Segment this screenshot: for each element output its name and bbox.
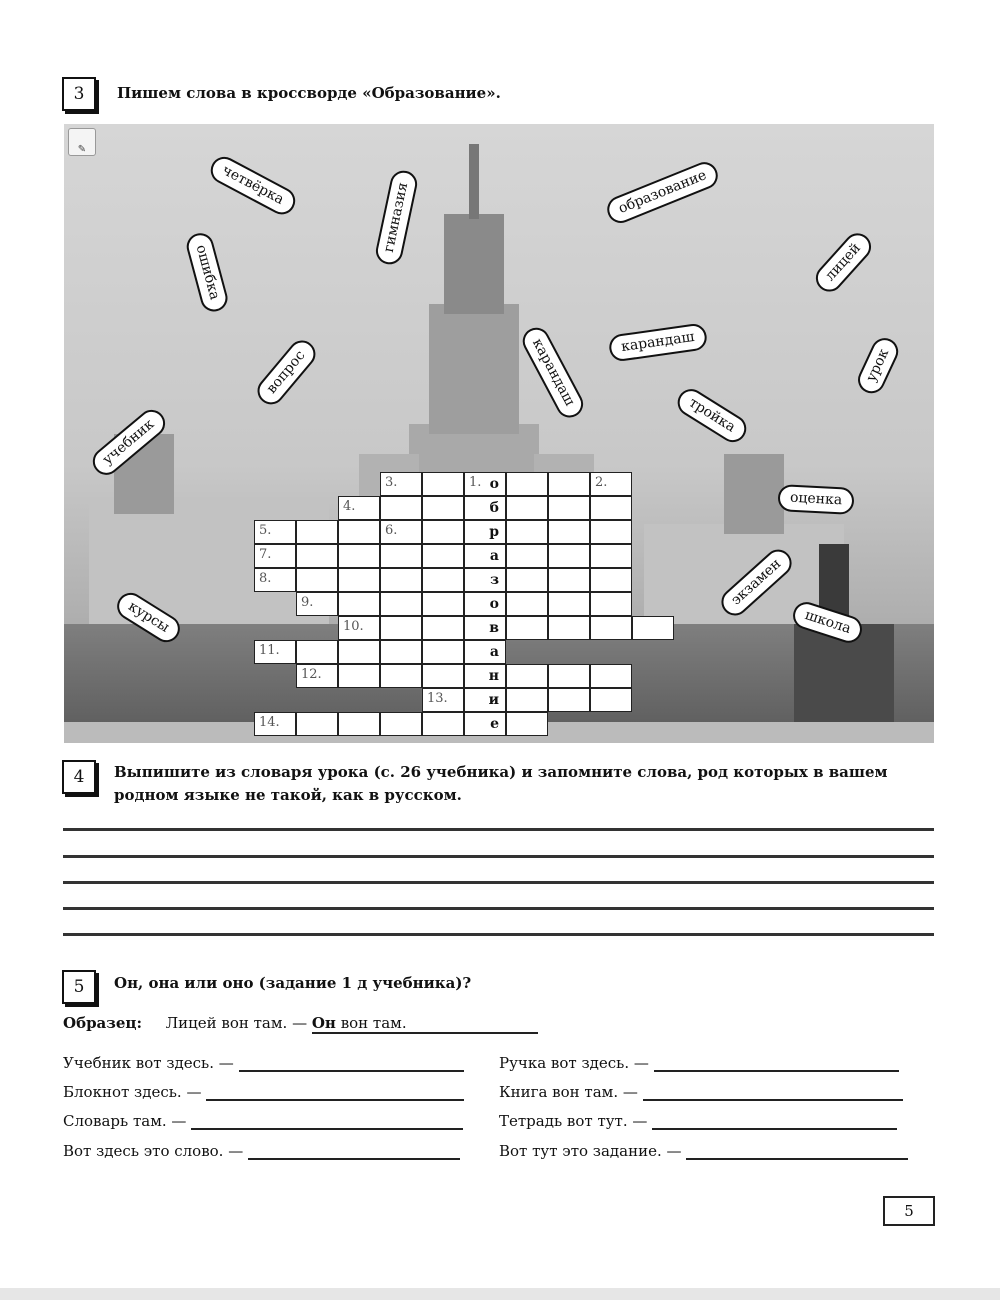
crossword-cell[interactable] xyxy=(296,544,338,568)
crossword-cell[interactable] xyxy=(506,616,548,640)
crossword-cell[interactable] xyxy=(254,520,296,544)
key-letter: р xyxy=(489,524,499,540)
university-photo xyxy=(64,124,934,743)
exercise-text: Вот здесь это слово. — xyxy=(63,1142,244,1160)
page-number: 5 xyxy=(883,1196,935,1226)
clue-number: 6. xyxy=(385,523,398,538)
key-letter: а xyxy=(489,548,499,564)
exercise-item xyxy=(63,1083,464,1101)
sample-row xyxy=(63,1014,538,1034)
clue-number: 7. xyxy=(259,547,272,562)
crossword-cell[interactable] xyxy=(506,544,548,568)
crossword-cell[interactable] xyxy=(338,592,380,616)
word-label: оценка xyxy=(777,484,854,515)
crossword-cell[interactable] xyxy=(338,664,380,688)
crossword-cell[interactable] xyxy=(338,568,380,592)
exercise-item xyxy=(499,1112,897,1130)
clue-number: 12. xyxy=(301,667,322,682)
writing-line[interactable] xyxy=(63,881,934,884)
exercise-item xyxy=(63,1112,463,1130)
exercise-text: Вот тут это задание. — xyxy=(499,1142,682,1160)
key-letter: и xyxy=(488,692,499,708)
key-letter: о xyxy=(489,476,499,492)
writing-line[interactable] xyxy=(63,855,934,858)
crossword-cell[interactable] xyxy=(464,496,506,520)
writing-line[interactable] xyxy=(63,907,934,910)
crossword-cell[interactable] xyxy=(296,520,338,544)
clue-number: 10. xyxy=(343,619,364,634)
crossword-cell[interactable] xyxy=(254,544,296,568)
key-letter: з xyxy=(490,572,499,588)
crossword-cell[interactable] xyxy=(422,520,464,544)
crossword-cell[interactable] xyxy=(338,520,380,544)
exercise-text: Книга вон там. — xyxy=(499,1083,638,1101)
word-label: экзамен xyxy=(716,544,797,621)
crossword-cell[interactable] xyxy=(548,616,590,640)
crossword-cell[interactable] xyxy=(338,496,380,520)
answer-blank[interactable] xyxy=(643,1083,903,1101)
exercise-item xyxy=(499,1054,899,1072)
clue-number: 9. xyxy=(301,595,314,610)
crossword-cell[interactable] xyxy=(506,520,548,544)
crossword-cell[interactable] xyxy=(548,664,590,688)
crossword-cell[interactable] xyxy=(506,472,548,496)
crossword-cell[interactable] xyxy=(506,712,548,736)
clue-number: 5. xyxy=(259,523,272,538)
word-label: лицей xyxy=(810,228,876,297)
crossword-cell[interactable] xyxy=(590,688,632,712)
task-3-number: 3 xyxy=(62,77,96,111)
crossword-cell[interactable] xyxy=(464,712,506,736)
crossword-cell[interactable] xyxy=(464,688,506,712)
crossword-cell[interactable] xyxy=(506,592,548,616)
crossword-cell[interactable] xyxy=(422,544,464,568)
crossword-cell[interactable] xyxy=(380,712,422,736)
answer-blank[interactable] xyxy=(239,1054,464,1072)
crossword-cell[interactable] xyxy=(548,520,590,544)
exercise-item xyxy=(499,1142,908,1160)
word-label: карандаш xyxy=(608,322,709,362)
crossword-cell[interactable] xyxy=(338,544,380,568)
crossword-cell[interactable] xyxy=(422,640,464,664)
crossword-cell[interactable] xyxy=(338,712,380,736)
crossword-cell[interactable] xyxy=(296,712,338,736)
crossword-cell[interactable] xyxy=(590,592,632,616)
key-letter: в xyxy=(489,620,499,636)
crossword-cell[interactable] xyxy=(464,664,506,688)
task-3-title: Пишем слова в кроссворде «Образование». xyxy=(117,84,501,102)
crossword-cell[interactable] xyxy=(254,640,296,664)
exercise-text: Ручка вот здесь. — xyxy=(499,1054,649,1072)
sample-text: Лицей вон там. — xyxy=(165,1014,308,1032)
sample-rest: вон там. xyxy=(340,1014,407,1032)
crossword-cell[interactable] xyxy=(590,472,632,496)
word-label: урок xyxy=(854,333,903,397)
sample-answer: Он xyxy=(311,1014,336,1032)
crossword-cell[interactable] xyxy=(296,568,338,592)
crossword-cell[interactable] xyxy=(548,688,590,712)
crossword-cell[interactable] xyxy=(422,568,464,592)
crossword-cell[interactable] xyxy=(464,520,506,544)
clue-number: 11. xyxy=(259,643,280,658)
word-label: вопрос xyxy=(252,335,321,410)
key-letter: о xyxy=(489,596,499,612)
crossword-cell[interactable] xyxy=(590,496,632,520)
exercise-item xyxy=(63,1054,464,1072)
word-label: учебник xyxy=(87,405,170,481)
task-5-number: 5 xyxy=(62,970,96,1004)
answer-blank[interactable] xyxy=(652,1112,897,1130)
crossword-cell[interactable] xyxy=(380,664,422,688)
crossword-cell[interactable] xyxy=(548,472,590,496)
task-5-title: Он, она или оно (задание 1 д учебника)? xyxy=(114,974,472,992)
crossword-cell[interactable] xyxy=(590,568,632,592)
crossword-cell[interactable] xyxy=(632,616,674,640)
crossword-cell[interactable] xyxy=(590,664,632,688)
crossword-cell[interactable] xyxy=(548,568,590,592)
crossword-cell[interactable] xyxy=(380,568,422,592)
crossword-cell[interactable] xyxy=(548,496,590,520)
word-label: гимназия xyxy=(373,168,419,267)
crossword-cell[interactable] xyxy=(380,616,422,640)
crossword-cell[interactable] xyxy=(296,640,338,664)
crossword-cell[interactable] xyxy=(590,616,632,640)
crossword-cell[interactable] xyxy=(380,544,422,568)
crossword-cell[interactable] xyxy=(506,568,548,592)
crossword-cell[interactable] xyxy=(464,616,506,640)
clue-number: 4. xyxy=(343,499,356,514)
exercise-text: Тетрадь вот тут. — xyxy=(499,1112,648,1130)
crossword-cell[interactable] xyxy=(464,544,506,568)
crossword-cell[interactable] xyxy=(464,472,506,496)
exercise-text: Учебник вот здесь. — xyxy=(63,1054,234,1072)
crossword-cell[interactable] xyxy=(464,568,506,592)
crossword-cell[interactable] xyxy=(548,592,590,616)
crossword-cell[interactable] xyxy=(422,712,464,736)
key-letter: н xyxy=(488,668,499,684)
crossword-cell[interactable] xyxy=(422,472,464,496)
crossword-cell[interactable] xyxy=(254,712,296,736)
word-label: образование xyxy=(603,158,722,227)
crossword-cell[interactable] xyxy=(422,688,464,712)
pencil-icon: ✎ xyxy=(68,128,96,156)
word-label: карандаш xyxy=(518,323,588,422)
crossword-cell[interactable] xyxy=(338,640,380,664)
clue-number: 1. xyxy=(469,475,482,490)
answer-blank[interactable] xyxy=(191,1112,463,1130)
crossword-cell[interactable] xyxy=(422,664,464,688)
crossword-cell[interactable] xyxy=(506,688,548,712)
task-4-title: Выпишите из словаря урока (с. 26 учебника) и запомните слова, род которых в вашем родном языке не такой, как в русском. xyxy=(114,763,888,804)
word-label: тройка xyxy=(673,384,751,447)
writing-line[interactable] xyxy=(63,828,934,831)
clue-number: 3. xyxy=(385,475,398,490)
crossword-cell[interactable] xyxy=(506,496,548,520)
crossword-cell[interactable] xyxy=(380,640,422,664)
clue-number: 13. xyxy=(427,691,448,706)
key-letter: а xyxy=(489,644,499,660)
word-label: ошибка xyxy=(184,230,231,315)
crossword-cell[interactable] xyxy=(380,496,422,520)
clue-number: 14. xyxy=(259,715,280,730)
word-label: четвёрка xyxy=(206,152,299,219)
word-label: курсы xyxy=(112,588,185,647)
crossword-cell[interactable] xyxy=(338,616,380,640)
crossword-cell[interactable] xyxy=(590,544,632,568)
exercise-item xyxy=(63,1142,460,1160)
crossword-cell[interactable] xyxy=(422,496,464,520)
clue-number: 2. xyxy=(595,475,608,490)
exercise-item xyxy=(499,1083,903,1101)
exercise-text: Словарь там. — xyxy=(63,1112,187,1130)
crossword-cell[interactable] xyxy=(380,472,422,496)
crossword-cell[interactable] xyxy=(422,592,464,616)
crossword-cell[interactable] xyxy=(296,664,338,688)
crossword-cell[interactable] xyxy=(380,520,422,544)
key-letter: е xyxy=(490,716,499,732)
writing-line[interactable] xyxy=(63,933,934,936)
answer-blank[interactable] xyxy=(248,1142,460,1160)
task-4-number: 4 xyxy=(62,760,96,794)
exercise-text: Блокнот здесь. — xyxy=(63,1083,202,1101)
sample-label: Образец: xyxy=(63,1014,143,1032)
crossword-cell[interactable] xyxy=(590,520,632,544)
crossword-cell[interactable] xyxy=(464,592,506,616)
answer-blank[interactable] xyxy=(206,1083,464,1101)
crossword-cell[interactable] xyxy=(296,592,338,616)
crossword-cell[interactable] xyxy=(548,544,590,568)
crossword-cell[interactable] xyxy=(506,664,548,688)
clue-number: 8. xyxy=(259,571,272,586)
crossword-cell[interactable] xyxy=(380,592,422,616)
word-label: школа xyxy=(790,599,866,647)
crossword-cell[interactable] xyxy=(464,640,506,664)
crossword-cell[interactable] xyxy=(254,568,296,592)
answer-blank[interactable] xyxy=(654,1054,899,1072)
crossword-cell[interactable] xyxy=(422,616,464,640)
answer-blank[interactable] xyxy=(686,1142,908,1160)
key-letter: б xyxy=(489,500,499,516)
